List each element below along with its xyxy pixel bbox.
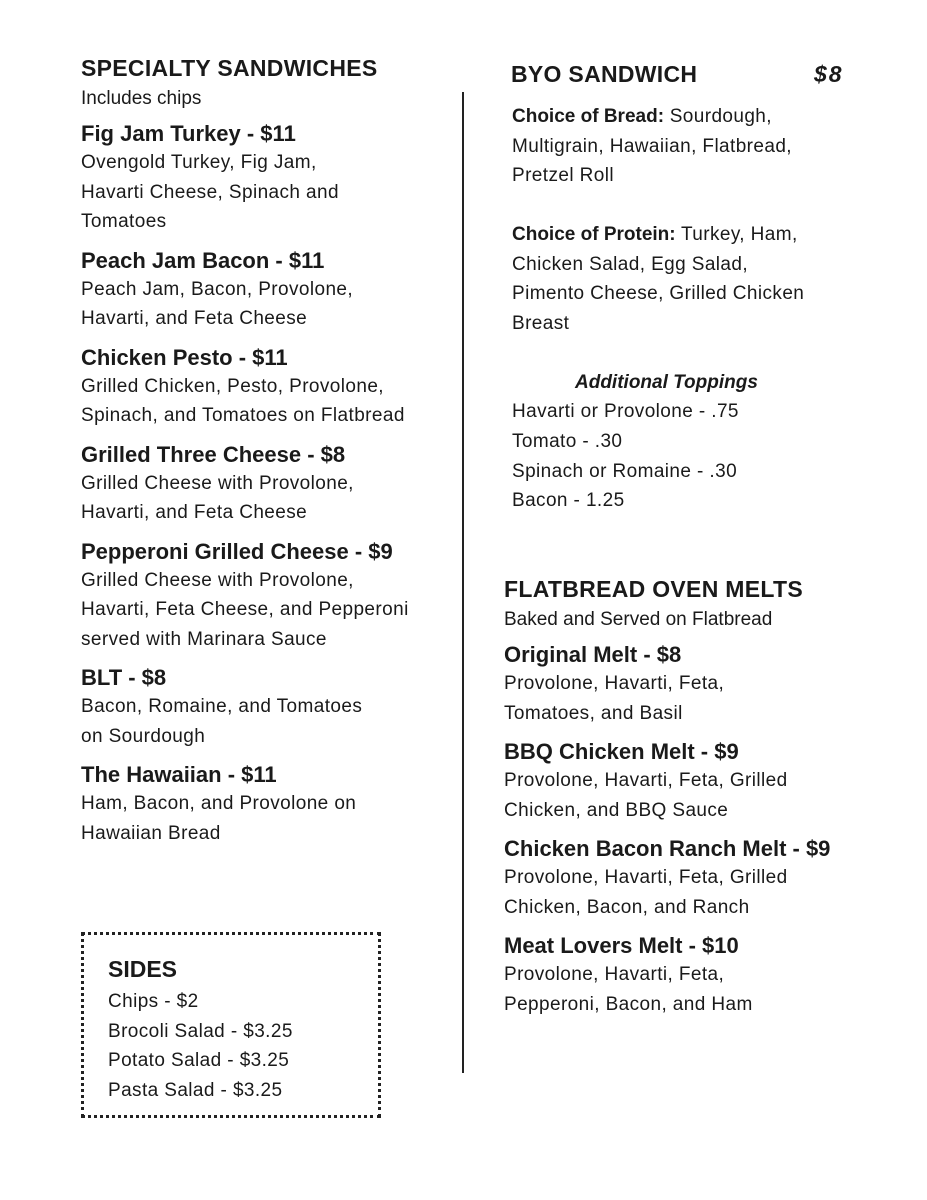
item-name: Original Melt - $8 (504, 642, 682, 667)
topping-item: Tomato - .30 (512, 430, 623, 452)
item-desc-line: Chicken, Bacon, and Ranch (504, 896, 750, 918)
item-name: Grilled Three Cheese - $8 (81, 441, 346, 467)
item-desc-line: Tomatoes, and Basil (504, 702, 683, 724)
flatbread-title: FLATBREAD OVEN MELTS (504, 576, 804, 602)
sides-title: SIDES (108, 956, 178, 982)
item-desc-line: Provolone, Havarti, Feta, (504, 964, 725, 985)
item-desc-line: Bacon, Romaine, and Tomatoes (81, 696, 363, 717)
item-desc-line: Pepperoni, Bacon, and Ham (504, 993, 753, 1015)
item-desc-line: Spinach, and Tomatoes on Flatbread (81, 405, 405, 426)
bread-option-line: Pretzel Roll (512, 165, 614, 186)
item-desc-line: Havarti Cheese, Spinach and (81, 181, 339, 203)
flatbread-subtitle: Baked and Served on Flatbread (504, 609, 773, 630)
protein-option-line: Turkey, Ham, (675, 224, 798, 245)
item-desc-line: Provolone, Havarti, Feta, Grilled (504, 770, 788, 791)
item-desc-line: Tomatoes (81, 211, 167, 232)
side-item: Potato Salad - $3.25 (108, 1050, 290, 1071)
menu-item (504, 738, 904, 825)
protein-option-line: Pimento Cheese, Grilled Chicken (512, 283, 805, 304)
item-desc-line: Ham, Bacon, and Provolone on (81, 793, 357, 814)
item-desc-line: Havarti, and Feta Cheese (81, 502, 308, 523)
item-name: Meat Lovers Melt - $10 (504, 933, 739, 958)
item-desc-line: Hawaiian Bread (81, 822, 221, 844)
item-name: Fig Jam Turkey - $11 (81, 121, 296, 146)
menu-item (81, 120, 456, 237)
protein-label: Choice of Protein: (512, 224, 676, 245)
topping-item: Havarti or Provolone - .75 (512, 401, 739, 422)
item-name: BLT - $8 (81, 665, 167, 690)
toppings-list (512, 397, 739, 516)
column-divider (462, 92, 464, 1073)
item-desc-line: on Sourdough (81, 725, 206, 747)
bread-label: Choice of Bread: (512, 106, 665, 127)
menu-item (81, 441, 456, 528)
item-desc-line: Grilled Cheese with Provolone, (81, 569, 354, 591)
item-desc-line: Ovengold Turkey, Fig Jam, (81, 152, 317, 173)
side-item: Brocoli Salad - $3.25 (108, 1020, 293, 1042)
sides-list (108, 987, 293, 1105)
side-item: Pasta Salad - $3.25 (108, 1079, 283, 1101)
byo-title: BYO SANDWICH (511, 61, 698, 87)
item-name: Pepperoni Grilled Cheese - $9 (81, 538, 393, 564)
item-desc-line: Chicken, and BBQ Sauce (504, 799, 729, 821)
toppings-title: Additional Toppings (575, 372, 758, 393)
topping-item: Bacon - 1.25 (512, 490, 625, 512)
specialty-subtitle: Includes chips (81, 88, 202, 109)
menu-item (81, 538, 456, 655)
item-name: The Hawaiian - $11 (81, 762, 277, 787)
byo-price: $8 (814, 61, 844, 87)
bread-option-line: Sourdough, (664, 106, 772, 127)
menu-item (504, 932, 904, 1019)
item-desc-line: Provolone, Havarti, Feta, Grilled (504, 867, 788, 888)
item-desc-line: Grilled Cheese with Provolone, (81, 472, 354, 494)
item-name: Chicken Bacon Ranch Melt - $9 (504, 836, 831, 861)
item-desc-line: served with Marinara Sauce (81, 628, 327, 650)
item-desc-line: Havarti, and Feta Cheese (81, 308, 308, 329)
protein-option-line: Breast (512, 312, 570, 334)
item-name: Peach Jam Bacon - $11 (81, 247, 325, 273)
item-desc-line: Provolone, Havarti, Feta, (504, 673, 725, 694)
menu-item (81, 761, 456, 848)
item-desc-line: Grilled Chicken, Pesto, Provolone, (81, 375, 384, 397)
menu-item (81, 344, 456, 431)
item-name: Chicken Pesto - $11 (81, 344, 288, 370)
side-item: Chips - $2 (108, 991, 199, 1012)
topping-item: Spinach or Romaine - .30 (512, 460, 738, 482)
protein-option-line: Chicken Salad, Egg Salad, (512, 253, 749, 275)
bread-option-line: Multigrain, Hawaiian, Flatbread, (512, 135, 792, 157)
menu-item (504, 835, 904, 922)
specialty-title: SPECIALTY SANDWICHES (81, 55, 378, 81)
menu-item (81, 247, 456, 334)
flatbread-section (504, 573, 904, 1019)
menu-item (504, 641, 904, 728)
menu-item (81, 664, 456, 751)
item-desc-line: Havarti, Feta Cheese, and Pepperoni (81, 599, 409, 620)
protein-choice (512, 220, 872, 338)
item-name: BBQ Chicken Melt - $9 (504, 739, 739, 764)
sides-box (81, 932, 381, 1118)
item-desc-line: Peach Jam, Bacon, Provolone, (81, 278, 354, 300)
bread-choice (512, 102, 872, 191)
specialty-section (81, 52, 456, 848)
